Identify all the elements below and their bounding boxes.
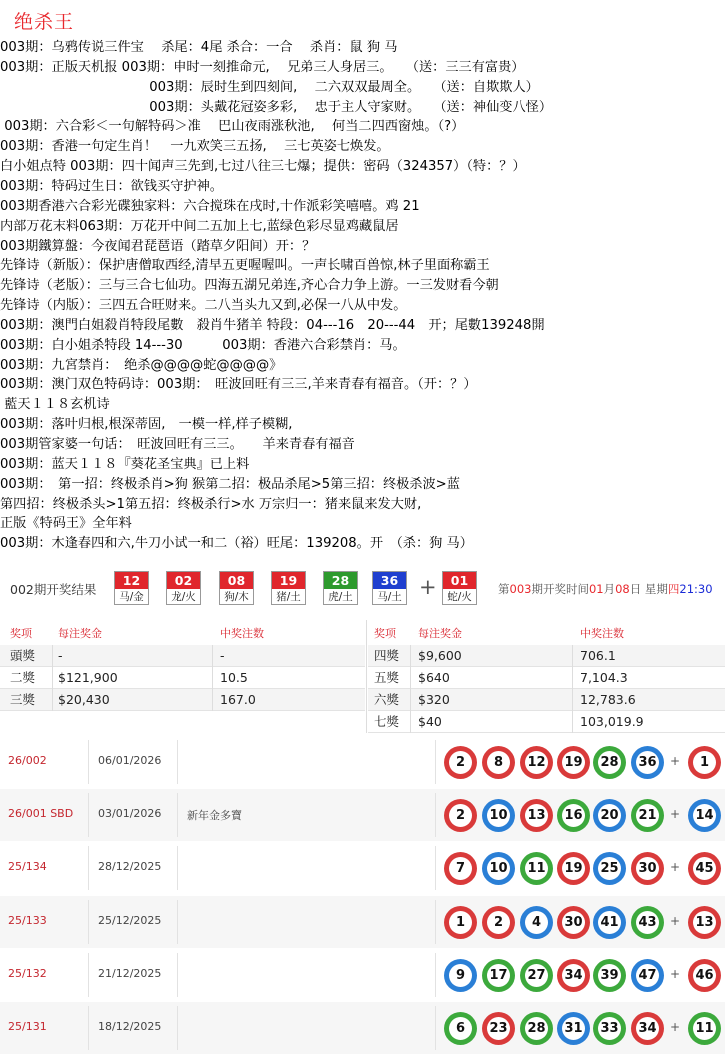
history-ball	[631, 906, 664, 939]
column-divider	[435, 1006, 436, 1050]
column-divider	[177, 900, 178, 944]
prize-amount: $20,430	[58, 692, 110, 707]
result-ball-number: 28	[324, 572, 357, 589]
history-ball-number: 39	[598, 964, 621, 987]
history-ball	[557, 906, 590, 939]
next-draw-day: 08	[615, 582, 630, 596]
result-ball-zodiac: 马/土	[377, 591, 402, 603]
prize-table-header: 每注奖金	[58, 627, 102, 640]
history-ball-number: 41	[598, 911, 621, 934]
history-ball	[557, 1012, 590, 1045]
history-ball-number: 36	[636, 751, 659, 774]
history-ball-number: 34	[636, 1017, 659, 1040]
draw-result-label: 002期开奖结果	[10, 582, 97, 597]
next-draw-clock: 21:30	[679, 582, 713, 596]
text-line: 003期：正版天机报 003期：申时一刻推命元, 兄弟三人身居三。 （送：三三有富贵）	[0, 59, 525, 75]
history-date: 18/12/2025	[98, 1020, 162, 1033]
text-line: 003期：白小姐杀特段 14---30 003期：香港六合彩禁肖：马。	[0, 337, 406, 353]
prize-name: 頭獎	[10, 648, 36, 663]
prize-table-header: 奖项	[374, 627, 396, 640]
history-ball	[482, 746, 515, 779]
history-ball-number: 1	[693, 751, 716, 774]
history-ball	[631, 799, 664, 832]
column-divider	[572, 645, 573, 733]
prize-table-header: 中奖注数	[580, 627, 624, 640]
next-draw-weekday: 四	[667, 582, 680, 596]
prize-winners: 12,783.6	[580, 692, 636, 707]
history-ball	[520, 799, 553, 832]
result-ball	[271, 571, 306, 605]
text-line: 003期：乌鸦传说三件宝 杀尾：4尾 杀合：一合 杀肖：鼠 狗 马	[0, 40, 398, 55]
prize-winners: 103,019.9	[580, 714, 644, 729]
result-ball	[372, 571, 407, 605]
column-divider	[177, 953, 178, 997]
history-ball	[444, 1012, 477, 1045]
column-divider	[435, 740, 436, 784]
text-line: 003期香港六合彩光碟独家料：六合搅珠在戌时,十作派彩笑嘻嘻。鸡 21	[0, 198, 420, 214]
history-ball-number: 45	[693, 857, 716, 880]
history-ball-number: 10	[487, 857, 510, 880]
text-line: 003期：香港一句定生肖！ 一九欢笑三五扬, 三七英姿七焕发。	[0, 139, 390, 155]
column-divider	[410, 645, 411, 733]
text-line: 先锋诗（老版）：三与三合七仙功。四海五湖兄弟连,齐心合力争上游。一三发财看今朝	[0, 278, 499, 294]
history-ball-number: 2	[449, 804, 472, 827]
row-divider	[0, 710, 365, 711]
column-divider	[435, 900, 436, 944]
history-special-ball	[688, 959, 721, 992]
history-ball-number: 23	[487, 1017, 510, 1040]
result-ball-zodiac: 马/金	[119, 591, 144, 603]
prize-row-bg	[0, 645, 365, 667]
history-ball-number: 46	[693, 964, 716, 987]
plus-sign: +	[670, 807, 681, 822]
prize-winners: 10.5	[220, 670, 248, 685]
result-ball	[166, 571, 201, 605]
history-row	[0, 1002, 725, 1054]
history-ball-number: 17	[487, 964, 510, 987]
result-ball-zodiac: 狗/木	[224, 591, 249, 603]
history-ball	[520, 959, 553, 992]
history-ball	[482, 852, 515, 885]
history-issue: 26/002	[8, 754, 47, 767]
column-divider	[88, 1006, 89, 1050]
result-ball-zodiac: 蛇/火	[447, 591, 472, 603]
history-ball-number: 1	[449, 911, 472, 934]
history-ball	[557, 799, 590, 832]
history-ball-number: 13	[693, 911, 716, 934]
history-ball-number: 20	[598, 804, 621, 827]
history-ball-number: 19	[562, 751, 585, 774]
text-line: 正版《特码王》全年料	[0, 516, 132, 532]
prize-amount: -	[58, 648, 63, 663]
column-divider	[88, 793, 89, 837]
text-line: 第四招：终极杀头>1第五招：终极杀行>水 万宗归一：猪来鼠来发大财,	[0, 496, 422, 512]
text-line: 先锋诗（内版）：三四五合旺财来。二八当头九又到,必保一八从中发。	[0, 298, 407, 314]
history-ball	[631, 746, 664, 779]
text-line: 白小姐点特 003期：四十闻声三先到,七过八往三七爆；提供：密码（324357）（特：？）	[0, 159, 526, 175]
next-draw-text: 期开奖时间	[531, 582, 589, 596]
history-ball	[593, 852, 626, 885]
text-line: 藍天１１８玄机诗	[0, 397, 110, 413]
plus-sign: +	[670, 754, 681, 768]
history-ball-number: 10	[487, 804, 510, 827]
prize-winners: 706.1	[580, 648, 616, 663]
column-divider	[177, 1006, 178, 1050]
history-ball	[593, 746, 626, 779]
history-ball	[593, 959, 626, 992]
result-ball-number: 01	[443, 572, 476, 589]
result-ball-zodiac: 虎/土	[328, 591, 353, 603]
prize-amount: $40	[418, 714, 442, 729]
history-ball-number: 2	[449, 751, 472, 774]
prize-amount: $121,900	[58, 670, 118, 685]
history-date: 03/01/2026	[98, 807, 162, 821]
history-ball-number: 33	[598, 1017, 621, 1040]
column-divider	[52, 645, 53, 711]
prize-table-header: 奖项	[10, 627, 32, 640]
result-ball	[114, 571, 149, 605]
history-ball-number: 30	[636, 857, 659, 880]
next-draw-month-unit: 月	[603, 582, 616, 596]
prize-name: 五獎	[374, 670, 400, 685]
column-divider	[88, 900, 89, 944]
text-line: 003期：头戴花冠姿多彩, 忠于主人守家财。 （送：神仙变八怪）	[0, 99, 553, 115]
prize-table-header: 中奖注数	[220, 627, 264, 640]
prize-winners: 7,104.3	[580, 670, 628, 685]
history-ball-number: 12	[525, 751, 548, 774]
column-divider	[435, 793, 436, 837]
history-ball-number: 4	[525, 911, 548, 934]
draw-result-bar	[0, 566, 725, 608]
history-ball-number: 7	[449, 857, 472, 880]
history-row	[0, 949, 725, 1001]
plus-sign: +	[419, 575, 437, 599]
text-line: 003期管家婆一句话： 旺波回旺有三三。 羊来青春有福音	[0, 437, 355, 452]
text-line: 003期：特码过生日：欲钱买守护神。	[0, 178, 223, 194]
history-ball-number: 14	[693, 804, 716, 827]
column-divider	[88, 846, 89, 890]
history-ball-number: 25	[598, 857, 621, 880]
history-date: 28/12/2025	[98, 860, 162, 874]
result-ball-number: 19	[272, 572, 305, 589]
result-ball-zodiac: 猪/土	[276, 591, 301, 603]
prize-table	[0, 620, 725, 733]
history-special-ball	[688, 906, 721, 939]
history-ball	[444, 906, 477, 939]
next-draw-issue: 003	[509, 582, 532, 596]
history-ball-number: 27	[525, 964, 548, 987]
result-ball	[219, 571, 254, 605]
history-ball-number: 19	[562, 857, 585, 880]
history-ball	[631, 1012, 664, 1045]
history-ball-number: 34	[562, 964, 585, 987]
history-ball	[444, 959, 477, 992]
history-ball-number: 21	[636, 804, 659, 827]
prize-amount: $9,600	[418, 648, 462, 663]
text-line: 003期：木逢春四和六,牛刀小试一和二（裕）旺尾：139208。开 （杀：狗 马）	[0, 536, 473, 552]
history-date: 25/12/2025	[98, 913, 162, 927]
history-ball-number: 9	[449, 964, 472, 987]
history-row	[0, 789, 725, 841]
history-ball	[631, 852, 664, 885]
history-ball-number: 43	[636, 911, 659, 934]
history-note: 新年金多寶	[187, 809, 242, 823]
history-ball-number: 2	[487, 911, 510, 934]
prize-name: 四獎	[374, 648, 400, 663]
prize-amount: $320	[418, 692, 450, 707]
history-ball	[520, 852, 553, 885]
column-divider	[177, 846, 178, 890]
history-ball-number: 11	[693, 1017, 716, 1040]
text-line: 003期鐵算盤：今夜闻君琵琶语（踏草夕阳间）开：？	[0, 238, 316, 254]
text-line: 003期：六合彩＜一句解特码＞准 巴山夜雨涨秋池, 何当二四西窗烛。（?）	[0, 119, 465, 135]
prize-row-bg	[0, 689, 365, 711]
row-divider	[0, 666, 365, 667]
text-line: 003期：辰时生到四刻间, 二六双双最周全。 （送：自欺欺人）	[0, 79, 539, 95]
column-divider	[88, 740, 89, 784]
history-ball	[593, 799, 626, 832]
plus-sign: +	[670, 1020, 681, 1034]
column-divider	[435, 846, 436, 890]
column-divider	[366, 620, 367, 733]
history-special-ball	[688, 852, 721, 885]
column-divider	[88, 953, 89, 997]
history-row	[0, 896, 725, 948]
column-divider	[212, 645, 213, 711]
history-date: 21/12/2025	[98, 966, 162, 980]
prize-table-header: 每注奖金	[418, 627, 462, 640]
result-special-ball	[442, 571, 477, 605]
history-ball-number: 6	[449, 1017, 472, 1040]
text-line: 003期：蓝天１１８『葵花圣宝典』已上料	[0, 456, 250, 472]
history-ball	[482, 1012, 515, 1045]
history-issue: 26/001 SBD	[8, 807, 74, 821]
history-ball	[593, 906, 626, 939]
result-ball-number: 12	[115, 572, 148, 589]
result-ball-zodiac: 龙/火	[171, 591, 196, 603]
text-line: 003期：落叶归根,根深蒂固, 一模一样,样子模糊,	[0, 417, 293, 433]
text-line: 003期：九宮禁肖： 绝杀@@@@蛇@@@@》	[0, 357, 283, 373]
history-ball-number: 28	[598, 751, 621, 774]
history-issue: 25/131	[8, 1020, 47, 1033]
history-special-ball	[688, 1012, 721, 1045]
text-line: 先锋诗（新版）：保护唐僧取西经,清早五更喔喔叫。一声长啸百兽惊,林子里面称霸王	[0, 258, 490, 274]
history-ball	[631, 959, 664, 992]
history-ball	[520, 746, 553, 779]
history-ball-number: 8	[487, 751, 510, 774]
history-ball	[557, 852, 590, 885]
text-line: 内部万花末料063期：万花开中间二五加上七,蓝绿色彩尽显鸡藏鼠居	[0, 218, 399, 234]
history-ball	[520, 1012, 553, 1045]
history-date: 06/01/2026	[98, 754, 162, 767]
history-ball-number: 31	[562, 1017, 585, 1040]
next-draw-weekday-label: 日 星期	[629, 582, 668, 596]
draw-history-list	[0, 736, 725, 1056]
next-draw-prefix: 第	[498, 582, 510, 596]
history-row	[0, 842, 725, 894]
plus-sign: +	[670, 913, 681, 928]
history-ball-number: 28	[525, 1017, 548, 1040]
history-ball	[482, 799, 515, 832]
prize-name: 七獎	[374, 714, 400, 729]
history-ball	[444, 799, 477, 832]
history-ball	[593, 1012, 626, 1045]
history-row	[0, 736, 725, 788]
column-divider	[177, 793, 178, 837]
prize-amount: $640	[418, 670, 450, 685]
history-special-ball	[688, 799, 721, 832]
next-draw-time	[498, 581, 713, 597]
history-ball-number: 16	[562, 804, 585, 827]
history-issue: 25/133	[8, 913, 47, 927]
history-ball	[482, 906, 515, 939]
history-ball-number: 11	[525, 857, 548, 880]
text-line: 003期：澳門白姐殺肖特段尾數 殺肖牛猪羊 特段：04---16 20---44 开；尾數139248開	[0, 317, 545, 333]
page-title: 绝杀王	[14, 11, 75, 33]
history-ball	[557, 959, 590, 992]
history-ball	[557, 746, 590, 779]
result-ball-number: 02	[167, 572, 200, 589]
prize-name: 二獎	[10, 670, 36, 685]
column-divider	[177, 740, 178, 784]
result-ball	[323, 571, 358, 605]
history-ball	[444, 746, 477, 779]
column-divider	[435, 953, 436, 997]
text-line: 003期：澳门双色特码诗：003期： 旺波回旺有三三,羊来青春有福音。（开：？）	[0, 377, 477, 393]
plus-sign: +	[670, 860, 681, 875]
prize-name: 三獎	[10, 692, 36, 707]
text-line: 003期： 第一招：终极杀肖>狗 猴第二招：极品杀尾>5第三招：终极杀波>蓝	[0, 476, 460, 492]
history-ball-number: 30	[562, 911, 585, 934]
history-issue: 25/132	[8, 966, 47, 980]
prize-winners: -	[220, 648, 225, 663]
next-draw-month: 01	[588, 582, 604, 596]
result-ball-number: 36	[373, 572, 406, 589]
history-ball	[520, 906, 553, 939]
plus-sign: +	[670, 966, 681, 981]
result-ball-number: 08	[220, 572, 253, 589]
prize-winners: 167.0	[220, 692, 256, 707]
history-ball	[482, 959, 515, 992]
history-special-ball	[688, 746, 721, 779]
history-ball	[444, 852, 477, 885]
history-issue: 25/134	[8, 860, 47, 874]
history-ball-number: 13	[525, 804, 548, 827]
history-ball-number: 47	[636, 964, 659, 987]
prize-name: 六獎	[374, 692, 400, 707]
